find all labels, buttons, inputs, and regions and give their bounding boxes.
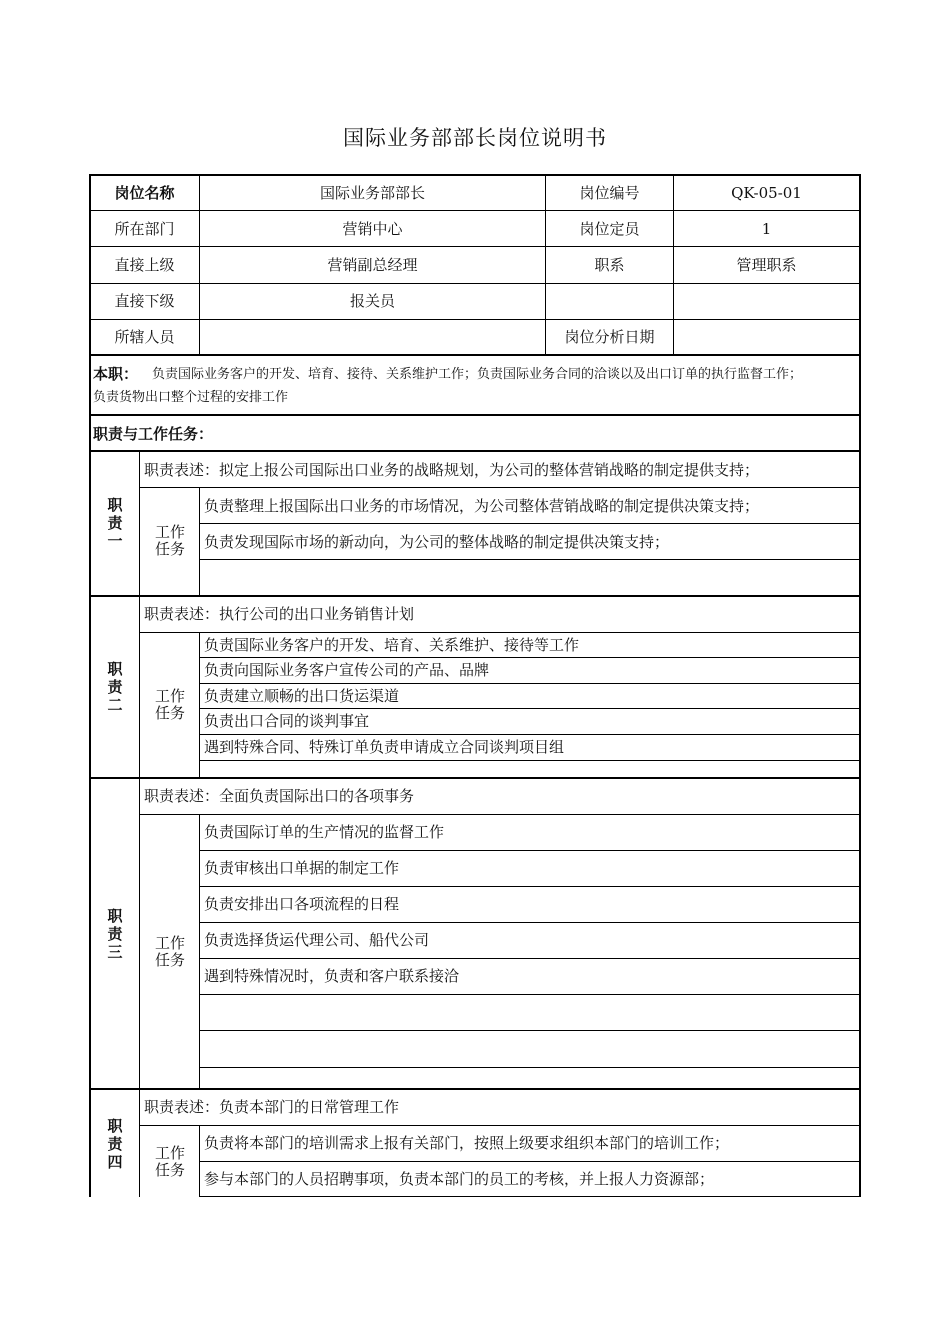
duty-2-statement: 职责表述：执行公司的出口业务销售计划 <box>144 605 415 623</box>
duty-1-name: 职 责 一 <box>107 496 123 550</box>
job-family-label: 职系 <box>594 256 625 274</box>
position-name-label: 岗位名称 <box>114 184 175 202</box>
duty-2-task-label: 工作 任务 <box>154 687 185 722</box>
position-code-value: QK-05-01 <box>731 184 802 202</box>
department-label: 所在部门 <box>114 220 175 238</box>
duty-2-task-1: 负责国际业务客户的开发、培育、关系维护、接待等工作 <box>204 636 580 654</box>
duty-4-name: 职 责 四 <box>107 1117 123 1171</box>
duty-3-task-label: 工作 任务 <box>154 934 185 969</box>
position-name-value: 国际业务部部长 <box>319 184 425 202</box>
headcount-value: 1 <box>761 220 772 238</box>
table-border-top <box>89 174 861 176</box>
table-border-right <box>859 174 861 1197</box>
duty-2-task-3: 负责建立顺畅的出口货运渠道 <box>204 687 400 705</box>
subordinate-label: 直接下级 <box>114 292 175 310</box>
department-value: 营销中心 <box>342 220 403 238</box>
duty-2-task-4: 负责出口合同的谈判事宜 <box>204 712 370 730</box>
duty-4-statement: 职责表述：负责本部门的日常管理工作 <box>144 1098 400 1116</box>
core-duty-line-2: 负责货物出口整个过程的安排工作 <box>93 390 289 405</box>
job-family-value: 管理职系 <box>736 256 797 274</box>
duty-4-task-2: 参与本部门的人员招聘事项，负责本部门的员工的考核，并上报人力资源部； <box>204 1170 715 1188</box>
analysis-date-label: 岗位分析日期 <box>564 328 655 346</box>
duty-4-task-1: 负责将本部门的培训需求上报有关部门，按照上级要求组织本部门的培训工作； <box>204 1134 730 1152</box>
duty-3-task-2: 负责审核出口单据的制定工作 <box>204 859 400 877</box>
subordinate-value: 报关员 <box>349 292 395 310</box>
position-code-label: 岗位编号 <box>579 184 640 202</box>
supervisor-value: 营销副总经理 <box>327 256 418 274</box>
duty-1-statement: 职责表述：拟定上报公司国际出口业务的战略规划，为公司的整体营销战略的制定提供支持； <box>144 461 760 479</box>
duty-1-task-1: 负责整理上报国际出口业务的市场情况，为公司整体营销战略的制定提供决策支持； <box>204 497 760 515</box>
duty-2-task-5: 遇到特殊合同、特殊订单负责申请成立合同谈判项目组 <box>204 738 565 756</box>
duty-3-task-1: 负责国际订单的生产情况的监督工作 <box>204 823 445 841</box>
duty-4-task-label: 工作 任务 <box>154 1144 185 1179</box>
duty-3-task-4: 负责选择货运代理公司、船代公司 <box>204 931 430 949</box>
tasks-header: 职责与工作任务： <box>93 425 214 443</box>
core-duty-label: 本职： <box>93 365 139 383</box>
duty-2-name: 职 责 二 <box>107 660 123 714</box>
duty-2-task-2: 负责向国际业务客户宣传公司的产品、品牌 <box>204 661 490 679</box>
duty-3-statement: 职责表述：全面负责国际出口的各项事务 <box>144 787 415 805</box>
core-duty-line-1: 负责国际业务客户的开发、培育、接待、关系维护工作；负责国际业务合同的洽谈以及出口订单的执行监督工作； <box>152 367 803 382</box>
supervisor-label: 直接上级 <box>114 256 175 274</box>
duty-3-task-5: 遇到特殊情况时，负责和客户联系接洽 <box>204 967 460 985</box>
duty-1-task-label: 工作 任务 <box>154 523 185 558</box>
staff-label: 所辖人员 <box>114 328 175 346</box>
page-title: 国际业务部部长岗位说明书 <box>343 126 607 150</box>
duty-3-name: 职 责 三 <box>107 907 123 961</box>
duty-1-task-2: 负责发现国际市场的新动向，为公司的整体战略的制定提供决策支持； <box>204 533 670 551</box>
duty-3-task-3: 负责安排出口各项流程的日程 <box>204 895 400 913</box>
headcount-label: 岗位定员 <box>579 220 640 238</box>
